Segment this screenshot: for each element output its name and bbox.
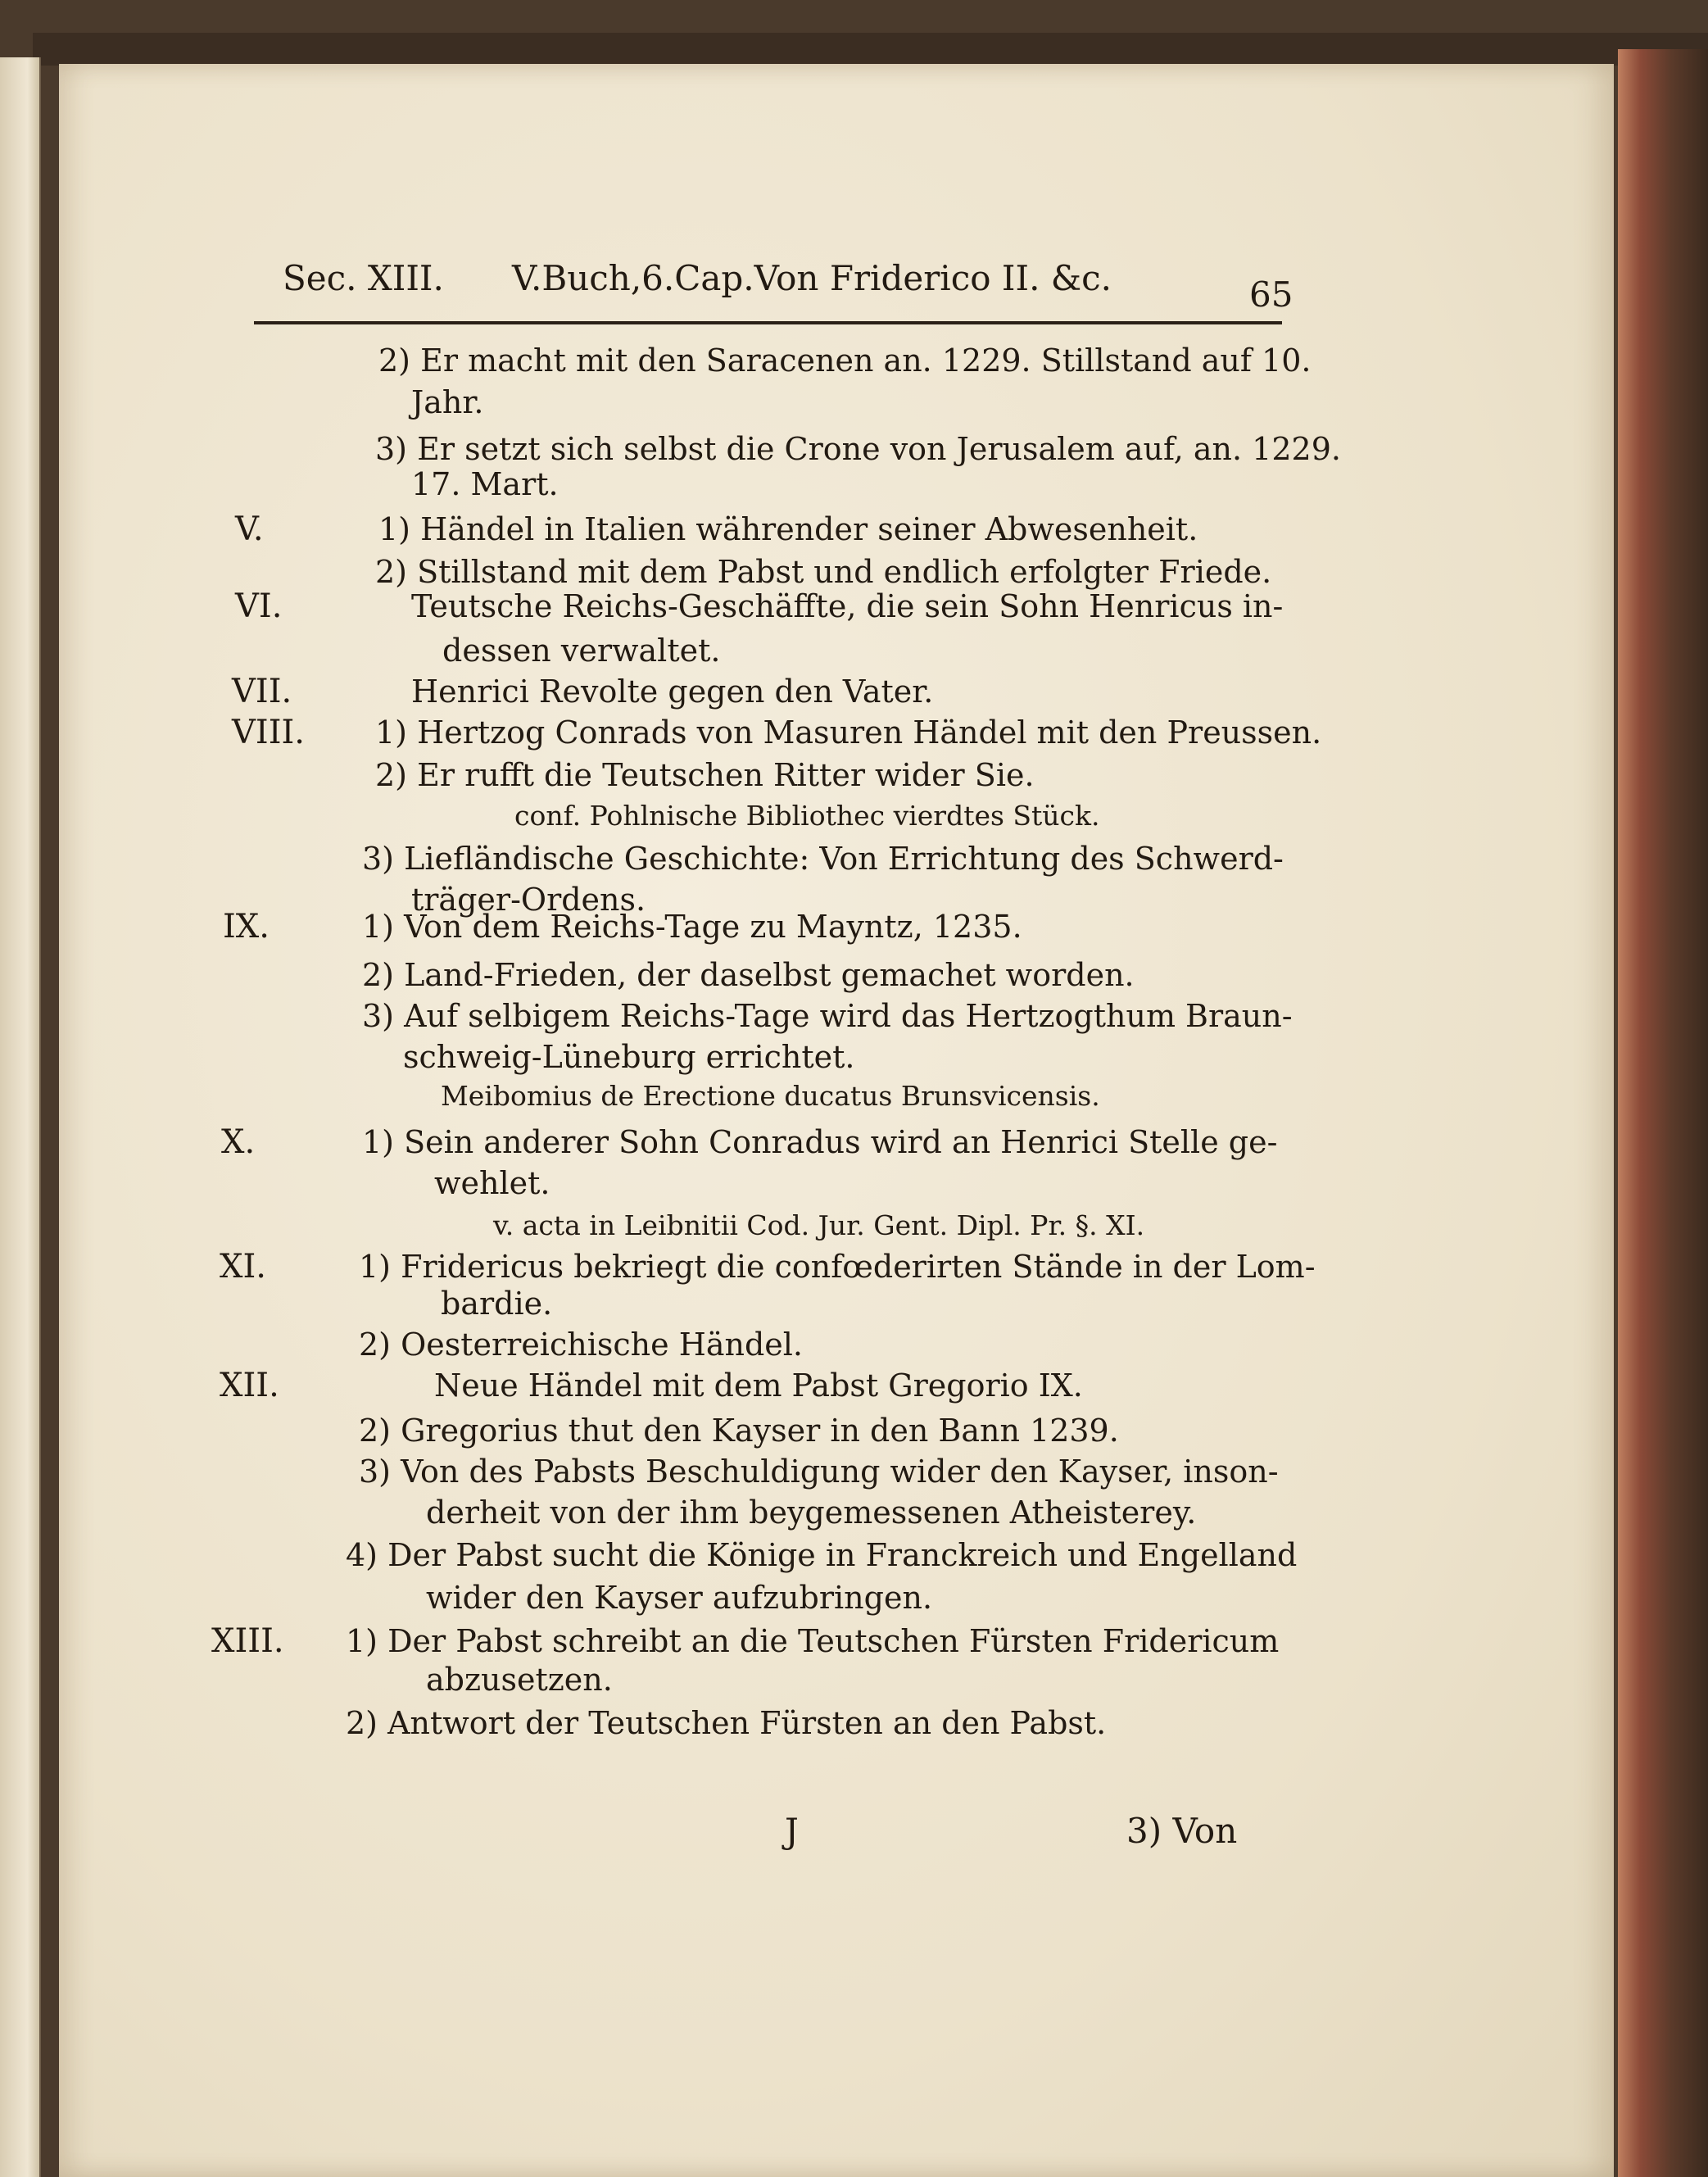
entry-line bbox=[0, 793, 1708, 839]
entry-number: IX. bbox=[223, 908, 270, 946]
entry-text: Jahr. bbox=[411, 384, 484, 420]
entry-line bbox=[0, 1449, 1708, 1494]
entry-line bbox=[0, 461, 1708, 507]
entry-text: 1) Der Pabst schreibt an die Teutschen Fürsten Fridericum bbox=[346, 1623, 1280, 1659]
entry-line bbox=[0, 338, 1708, 383]
entry-line bbox=[0, 1281, 1708, 1327]
entry-text: 3) Er setzt sich selbst die Crone von Jerusalem auf, an. 1229. bbox=[375, 431, 1341, 467]
entry-line bbox=[0, 904, 1708, 950]
entry-text: 2) Antwort der Teutschen Fürsten an den Pabst. bbox=[346, 1705, 1107, 1741]
entry-line bbox=[0, 1700, 1708, 1746]
running-head-title: V.Buch,6.Cap.Von Friderico II. &c. bbox=[512, 258, 1112, 298]
entry-reference: v. acta in Leibnitii Cod. Jur. Gent. Dipl. Pr. §. XI. bbox=[493, 1209, 1145, 1241]
entry-text: Neue Händel mit dem Pabst Gregorio IX. bbox=[434, 1367, 1083, 1404]
entry-number: VI. bbox=[235, 587, 283, 625]
entry-line bbox=[0, 1575, 1708, 1621]
entry-number: V. bbox=[235, 510, 264, 548]
entry-text: wider den Kayser aufzubringen. bbox=[426, 1580, 933, 1616]
entry-line bbox=[0, 1490, 1708, 1535]
entry-line bbox=[0, 1322, 1708, 1367]
catchword: 3) Von bbox=[1126, 1811, 1238, 1851]
entry-text: dessen verwaltet. bbox=[442, 633, 721, 669]
entry-text: schweig-Lüneburg errichtet. bbox=[403, 1039, 855, 1075]
entry-text: wehlet. bbox=[434, 1165, 550, 1201]
entry-line bbox=[0, 1073, 1708, 1119]
entry-line bbox=[0, 506, 1708, 552]
entry-line bbox=[0, 1532, 1708, 1578]
page-number: 65 bbox=[1249, 274, 1293, 315]
entry-text: 1) Hertzog Conrads von Masuren Händel mit den Preussen. bbox=[375, 714, 1322, 751]
entry-text: 1) Von dem Reichs-Tage zu Mayntz, 1235. bbox=[362, 909, 1022, 945]
entry-text: 2) Land-Frieden, der daselbst gemachet worden. bbox=[362, 957, 1135, 993]
entry-text: 2) Er rufft die Teutschen Ritter wider Sie. bbox=[375, 757, 1035, 793]
entry-text: 2) Er macht mit den Saracenen an. 1229. Stillstand auf 10. bbox=[378, 342, 1312, 379]
entry-text: 1) Händel in Italien währender seiner Abwesenheit. bbox=[378, 511, 1198, 547]
entry-number: XII. bbox=[220, 1367, 279, 1404]
entry-line bbox=[0, 669, 1708, 714]
entry-text: 2) Gregorius thut den Kayser in den Bann 1239. bbox=[359, 1413, 1119, 1449]
entry-line bbox=[0, 1363, 1708, 1408]
entry-number: XI. bbox=[220, 1248, 266, 1286]
entry-line bbox=[0, 1408, 1708, 1454]
entry-text: 3) Liefländische Geschichte: Von Errichtung des Schwerd- bbox=[362, 841, 1284, 877]
entry-number: XIII. bbox=[211, 1622, 284, 1660]
entry-reference: Meibomius de Erectione ducatus Brunsvicensis. bbox=[441, 1080, 1100, 1112]
entry-line bbox=[0, 1119, 1708, 1165]
entry-number: VII. bbox=[232, 673, 292, 710]
entry-line bbox=[0, 836, 1708, 882]
signature-mark: J bbox=[785, 1811, 799, 1851]
entry-text: abzusetzen. bbox=[426, 1662, 613, 1698]
entry-line bbox=[0, 710, 1708, 755]
entry-line bbox=[0, 583, 1708, 629]
entry-text: 17. Mart. bbox=[411, 466, 559, 502]
entry-text: 1) Sein anderer Sohn Conradus wird an Henrici Stelle ge- bbox=[362, 1124, 1278, 1160]
header-rule bbox=[254, 321, 1282, 324]
entry-line bbox=[0, 952, 1708, 998]
entry-number: VIII. bbox=[232, 714, 306, 751]
entry-line bbox=[0, 379, 1708, 425]
entry-line bbox=[0, 1203, 1708, 1249]
running-head-section: Sec. XIII. bbox=[283, 258, 444, 298]
entry-line bbox=[0, 752, 1708, 798]
entry-text: 1) Fridericus bekriegt die confœderirten Stände in der Lom- bbox=[359, 1249, 1316, 1285]
entry-text: 4) Der Pabst sucht die Könige in Franckreich und Engelland bbox=[346, 1537, 1298, 1573]
entry-text: bardie. bbox=[441, 1286, 553, 1322]
entry-text: 3) Auf selbigem Reichs-Tage wird das Hertzogthum Braun- bbox=[362, 998, 1293, 1034]
entry-text: träger-Ordens. bbox=[411, 882, 646, 918]
entry-line bbox=[0, 1657, 1708, 1703]
entry-text: Teutsche Reichs-Geschäffte, die sein Sohn Henricus in- bbox=[411, 588, 1284, 624]
entry-line bbox=[0, 628, 1708, 674]
entry-reference: conf. Pohlnische Bibliothec vierdtes Stück. bbox=[514, 800, 1100, 832]
entry-text: Henrici Revolte gegen den Vater. bbox=[411, 674, 934, 710]
entry-text: 2) Stillstand mit dem Pabst und endlich erfolgter Friede. bbox=[375, 554, 1272, 590]
entry-text: 2) Oesterreichische Händel. bbox=[359, 1327, 804, 1363]
entry-line bbox=[0, 993, 1708, 1039]
entry-text: derheit von der ihm beygemessenen Atheisterey. bbox=[426, 1494, 1197, 1531]
entry-number: X. bbox=[221, 1123, 256, 1161]
entry-line bbox=[0, 1160, 1708, 1206]
book-cover-top bbox=[33, 33, 1708, 66]
entry-text: 3) Von des Pabsts Beschuldigung wider den Kayser, inson- bbox=[359, 1454, 1279, 1490]
